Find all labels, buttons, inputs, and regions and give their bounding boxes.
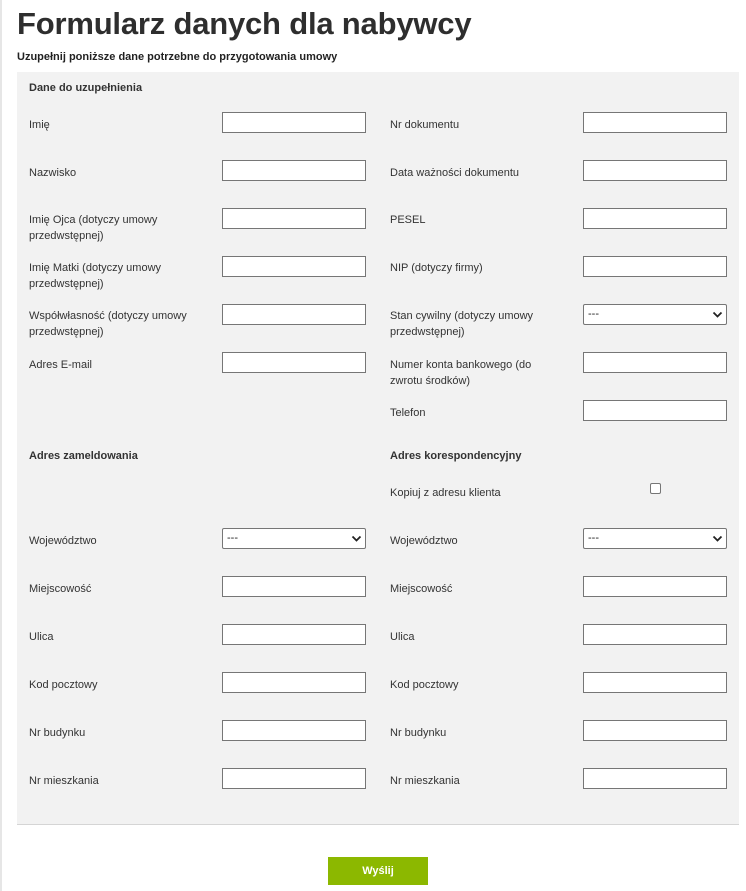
street-registered-input[interactable] bbox=[222, 624, 366, 645]
label-street-correspondence: Ulica bbox=[390, 631, 415, 643]
label-phone: Telefon bbox=[390, 407, 426, 419]
chevron-down-icon bbox=[712, 309, 723, 320]
father-name-input[interactable] bbox=[222, 208, 366, 229]
label-first-name: Imię bbox=[29, 119, 50, 131]
chevron-down-icon bbox=[351, 533, 362, 544]
postal-code-correspondence-input[interactable] bbox=[583, 672, 727, 693]
section-heading-personal: Dane do uzupełnienia bbox=[29, 82, 143, 94]
label-document-expiry: Data ważności dokumentu bbox=[390, 167, 520, 179]
page-title: Formularz danych dla nabywcy bbox=[17, 6, 472, 41]
phone-input[interactable] bbox=[583, 400, 727, 421]
submit-button[interactable]: Wyślij bbox=[328, 857, 428, 885]
label-city-registered: Miejscowość bbox=[29, 583, 92, 595]
last-name-input[interactable] bbox=[222, 160, 366, 181]
document-number-input[interactable] bbox=[583, 112, 727, 133]
first-name-input[interactable] bbox=[222, 112, 366, 133]
street-correspondence-input[interactable] bbox=[583, 624, 727, 645]
pesel-input[interactable] bbox=[583, 208, 727, 229]
page-subtitle: Uzupełnij poniższe dane potrzebne do przygotowania umowy bbox=[17, 51, 338, 63]
label-bank-account: Numer konta bankowego (do zwrotu środków) bbox=[390, 359, 532, 387]
label-street-registered: Ulica bbox=[29, 631, 54, 643]
city-registered-input[interactable] bbox=[222, 576, 366, 597]
mother-name-input[interactable] bbox=[222, 256, 366, 277]
form-panel bbox=[17, 72, 739, 824]
label-pesel: PESEL bbox=[390, 214, 426, 226]
voivodeship-registered-select[interactable] bbox=[222, 528, 366, 549]
label-building-number-correspondence: Nr budynku bbox=[390, 727, 447, 739]
label-document-number: Nr dokumentu bbox=[390, 119, 460, 131]
apartment-number-correspondence-input[interactable] bbox=[583, 768, 727, 789]
email-input[interactable] bbox=[222, 352, 366, 373]
page-left-border bbox=[0, 0, 2, 891]
copy-address-checkbox[interactable] bbox=[650, 483, 661, 494]
chevron-down-icon bbox=[712, 533, 723, 544]
document-expiry-input[interactable] bbox=[583, 160, 727, 181]
label-mother-name: Imię Matki (dotyczy umowy przedwstępnej) bbox=[29, 262, 162, 290]
form-divider bbox=[17, 824, 739, 825]
label-voivodeship-correspondence: Województwo bbox=[390, 535, 458, 547]
nip-input[interactable] bbox=[583, 256, 727, 277]
voivodeship-correspondence-select[interactable] bbox=[583, 528, 727, 549]
label-email: Adres E-mail bbox=[29, 359, 92, 371]
label-building-number-registered: Nr budynku bbox=[29, 727, 86, 739]
label-last-name: Nazwisko bbox=[29, 167, 77, 179]
apartment-number-registered-input[interactable] bbox=[222, 768, 366, 789]
section-heading-correspondence-address: Adres korespondencyjny bbox=[390, 450, 522, 462]
voivodeship-correspondence-selected: --- bbox=[588, 532, 599, 544]
label-marital-status: Stan cywilny (dotyczy umowy przedwstępnej) bbox=[390, 310, 534, 338]
label-city-correspondence: Miejscowość bbox=[390, 583, 453, 595]
label-postal-code-registered: Kod pocztowy bbox=[29, 679, 98, 691]
label-apartment-number-registered: Nr mieszkania bbox=[29, 775, 99, 787]
building-number-correspondence-input[interactable] bbox=[583, 720, 727, 741]
label-nip: NIP (dotyczy firmy) bbox=[390, 262, 483, 274]
label-co-ownership: Współwłasność (dotyczy umowy przedwstępnej) bbox=[29, 310, 187, 338]
label-apartment-number-correspondence: Nr mieszkania bbox=[390, 775, 460, 787]
label-father-name: Imię Ojca (dotyczy umowy przedwstępnej) bbox=[29, 214, 158, 242]
co-ownership-input[interactable] bbox=[222, 304, 366, 325]
bank-account-input[interactable] bbox=[583, 352, 727, 373]
label-voivodeship-registered: Województwo bbox=[29, 535, 97, 547]
voivodeship-registered-selected: --- bbox=[227, 532, 238, 544]
postal-code-registered-input[interactable] bbox=[222, 672, 366, 693]
building-number-registered-input[interactable] bbox=[222, 720, 366, 741]
label-postal-code-correspondence: Kod pocztowy bbox=[390, 679, 459, 691]
section-heading-registered-address: Adres zameldowania bbox=[29, 450, 138, 462]
marital-status-select[interactable] bbox=[583, 304, 727, 325]
city-correspondence-input[interactable] bbox=[583, 576, 727, 597]
label-copy-address: Kopiuj z adresu klienta bbox=[390, 487, 501, 499]
marital-status-selected: --- bbox=[588, 308, 599, 320]
